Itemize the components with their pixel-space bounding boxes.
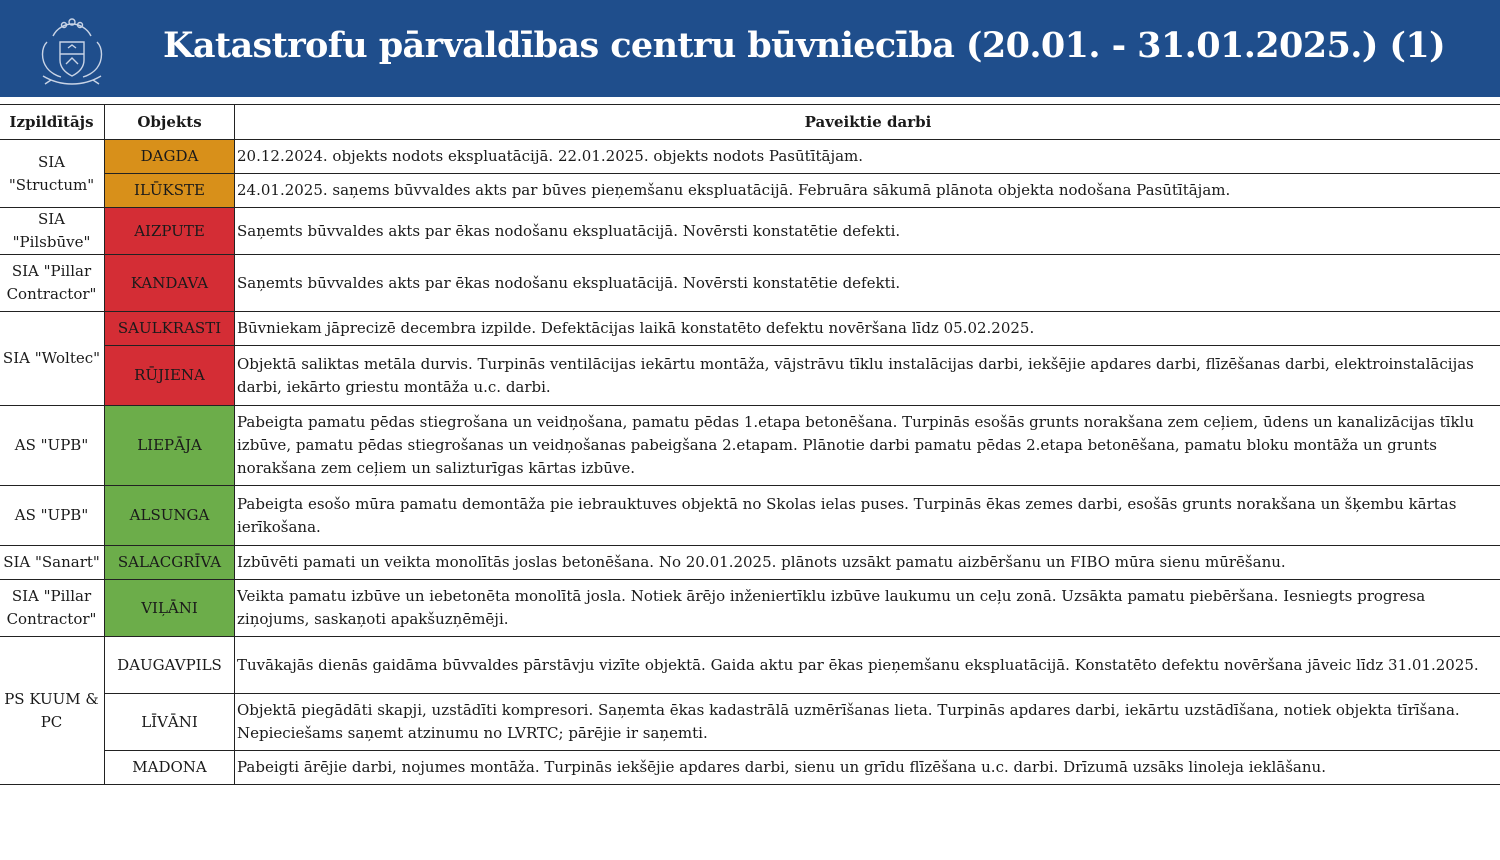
table-row [0, 406, 1500, 486]
latvia-coat-of-arms-icon [33, 12, 111, 88]
table-row [0, 140, 1500, 174]
work-cell: Būvniekam jāprecizē decembra izpilde. Defektācijas laikā konstatēto defektu novēršana līdz 05.02.2025. [235, 312, 1500, 346]
column-header-object: Objekts [105, 105, 235, 140]
executor-cell: SIA "Sanart" [0, 546, 105, 580]
object-cell: LĪVĀNI [105, 694, 235, 751]
table-row [0, 174, 1500, 208]
table-row [0, 312, 1500, 346]
object-cell: MADONA [105, 751, 235, 785]
executor-cell: AS "UPB" [0, 406, 105, 486]
work-cell: 24.01.2025. saņems būvvaldes akts par būves pieņemšanu ekspluatācijā. Februāra sākumā plānota objekta nodošana Pasūtītājam. [235, 174, 1500, 208]
work-cell: Objektā saliktas metāla durvis. Turpinās ventilācijas iekārtu montāža, vājstrāvu tīklu instalācijas darbi, iekšējie apdares darbi, flīzēšanas darbi, elektroinstalācijas darbi, iekārto griestu montāža u.c. darbi. [235, 346, 1500, 406]
work-cell: Tuvākajās dienās gaidāma būvvaldes pārstāvju vizīte objektā. Gaida aktu par ēkas pieņemšanu ekspluatācijā. Konstatēto defektu novēršana jāveic līdz 31.01.2025. [235, 637, 1500, 694]
work-cell: Saņemts būvvaldes akts par ēkas nodošanu ekspluatācijā. Novērsti konstatētie defekti. [235, 208, 1500, 255]
executor-cell: PS KUUM & PC [0, 637, 105, 785]
page-title: Katastrofu pārvaldības centru būvniecība (20.01. - 31.01.2025.) (1) [163, 25, 1446, 66]
header-bar [0, 0, 1500, 97]
object-cell: ILŪKSTE [105, 174, 235, 208]
work-cell: 20.12.2024. objekts nodots ekspluatācijā. 22.01.2025. objekts nodots Pasūtītājam. [235, 140, 1500, 174]
object-cell: LIEPĀJA [105, 406, 235, 486]
table-row [0, 486, 1500, 546]
executor-cell: SIA "Pillar Contractor" [0, 580, 105, 637]
status-table [0, 104, 1500, 785]
object-cell: AIZPUTE [105, 208, 235, 255]
column-header-work: Paveiktie darbi [235, 105, 1500, 140]
work-cell: Pabeigta pamatu pēdas stiegrošana un veidņošana, pamatu pēdas 1.etapa betonēšana. Turpinās esošās grunts norakšana zem ceļiem, ūdens un kanalizācijas tīklu izbūve, pamatu pēdas stiegrošanas un veidņošanas pabeigšana 2.etapam. Plānotie darbi pamatu pēdas 2.etapa betonēšana, pamatu bloku montāža un grunts norakšana zem ceļiem un salizturīgas kārtas izbūve. [235, 406, 1500, 486]
object-cell: VIĻĀNI [105, 580, 235, 637]
work-cell: Objektā piegādāti skapji, uzstādīti kompresori. Saņemta ēkas kadastrālā uzmērīšanas lieta. Turpinās apdares darbi, iekārtu uzstādīšana, notiek objekta tīrīšana. Nepieciešams saņemt atzinumu no LVRTC; pārējie ir saņemti. [235, 694, 1500, 751]
executor-cell: SIA "Pilsbūve" [0, 208, 105, 255]
table-row [0, 546, 1500, 580]
object-cell: SAULKRASTI [105, 312, 235, 346]
executor-cell: SIA "Structum" [0, 140, 105, 208]
object-cell: RŪJIENA [105, 346, 235, 406]
work-cell: Pabeigti ārējie darbi, nojumes montāža. Turpinās iekšējie apdares darbi, sienu un grīdu flīzēšana u.c. darbi. Drīzumā uzsāks linoleja ieklāšanu. [235, 751, 1500, 785]
object-cell: KANDAVA [105, 255, 235, 312]
work-cell: Izbūvēti pamati un veikta monolītās joslas betonēšana. No 20.01.2025. plānots uzsākt pamatu aizbēršanu un FIBO mūra sienu mūrēšanu. [235, 546, 1500, 580]
table-row [0, 208, 1500, 255]
table-header-row [0, 105, 1500, 140]
work-cell: Saņemts būvvaldes akts par ēkas nodošanu ekspluatācijā. Novērsti konstatētie defekti. [235, 255, 1500, 312]
table-row [0, 637, 1500, 694]
object-cell: DAUGAVPILS [105, 637, 235, 694]
table-row [0, 694, 1500, 751]
table-row [0, 580, 1500, 637]
table-row [0, 751, 1500, 785]
executor-cell: AS "UPB" [0, 486, 105, 546]
executor-cell: SIA "Pillar Contractor" [0, 255, 105, 312]
table-row [0, 346, 1500, 406]
object-cell: ALSUNGA [105, 486, 235, 546]
work-cell: Veikta pamatu izbūve un iebetonēta monolītā josla. Notiek ārējo inženiertīklu izbūve laukumu un ceļu zonā. Uzsākta pamatu piebēršana. Iesniegts progresa ziņojums, saskaņoti apakšuzņēmēji. [235, 580, 1500, 637]
object-cell: SALACGRĪVA [105, 546, 235, 580]
table-row [0, 255, 1500, 312]
executor-cell: SIA "Woltec" [0, 312, 105, 406]
work-cell: Pabeigta esošo mūra pamatu demontāža pie iebrauktuves objektā no Skolas ielas puses. Turpinās ēkas zemes darbi, esošās grunts norakšana un šķembu kārtas ierīkošana. [235, 486, 1500, 546]
column-header-executor: Izpildītājs [0, 105, 105, 140]
object-cell: DAGDA [105, 140, 235, 174]
